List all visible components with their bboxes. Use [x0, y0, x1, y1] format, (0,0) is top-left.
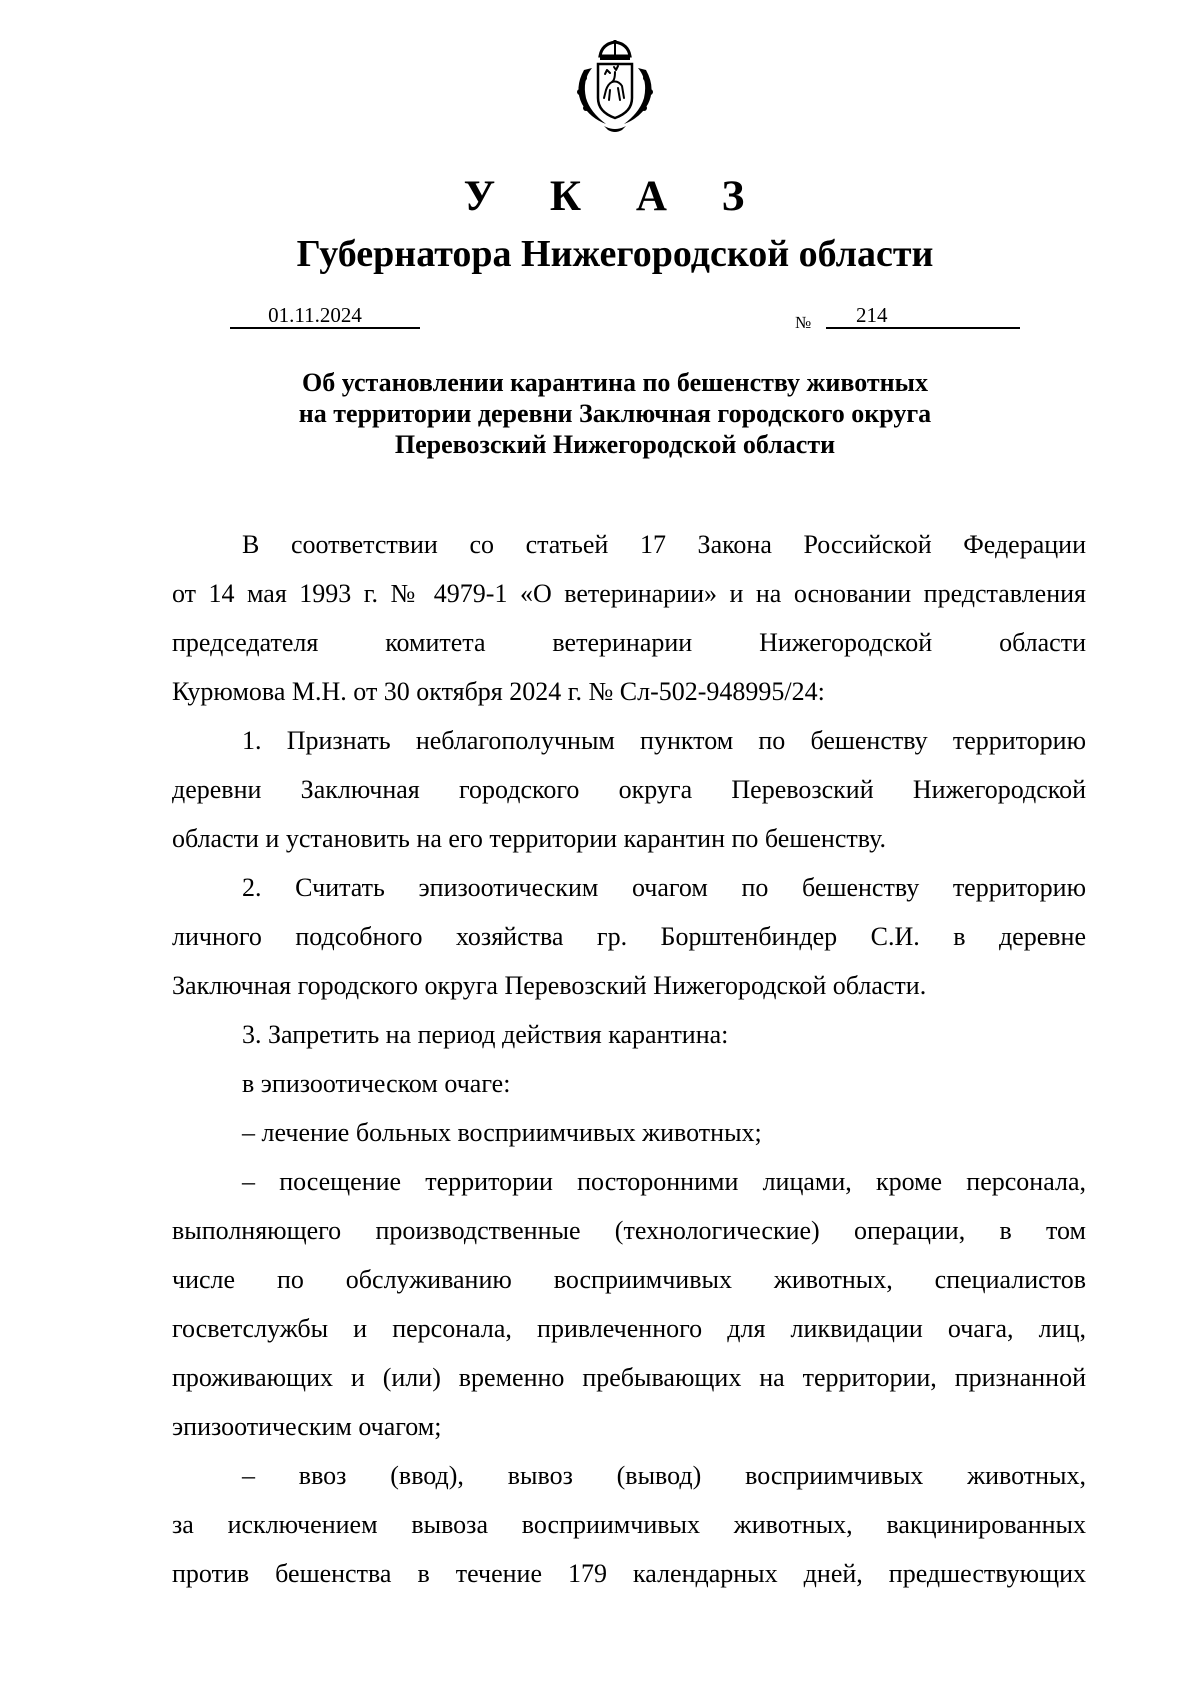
body-line: проживающих и (или) временно пребывающих на территории, признанной	[172, 1363, 1086, 1392]
body-line: 3. Запретить на период действия карантина:	[242, 1020, 729, 1049]
body-line: – посещение территории посторонними лицами, кроме персонала,	[242, 1167, 1086, 1196]
document-date: 01.11.2024	[268, 303, 362, 327]
title-line: Об установлении карантина по бешенству животных	[302, 368, 928, 397]
body-line: в эпизоотическом очаге:	[242, 1069, 511, 1098]
document-date-field	[230, 303, 420, 329]
body-line: В соответствии со статьей 17 Закона Российской Федерации	[242, 530, 1086, 559]
body-line: за исключением вывоза восприимчивых животных, вакцинированных	[172, 1510, 1086, 1539]
document-title	[0, 367, 1200, 460]
body-line: – лечение больных восприимчивых животных;	[242, 1118, 762, 1147]
body-line: 1. Признать неблагополучным пунктом по бешенству территорию	[242, 726, 1086, 755]
body-line: Заключная городского округа Перевозский Нижегородской области.	[172, 971, 927, 1000]
deer-icon	[604, 66, 624, 100]
document-number-field	[826, 303, 1020, 329]
body-line: деревни Заключная городского округа Перевозский Нижегородской	[172, 775, 1086, 804]
body-line: области и установить на его территории карантин по бешенству.	[172, 824, 887, 853]
title-line: Перевозский Нижегородской области	[394, 430, 836, 459]
crown-icon	[600, 40, 630, 60]
title-line: на территории деревни Заключная городского округа	[298, 399, 932, 428]
number-label: №	[795, 313, 812, 332]
body-line: 2. Считать эпизоотическим очагом по бешенству территорию	[242, 873, 1086, 902]
body-line: эпизоотическим очагом;	[172, 1412, 442, 1441]
body-line: – ввоз (ввод), вывоз (вывод) восприимчивых животных,	[242, 1461, 1086, 1490]
body-line: выполняющего производственные (технологические) операции, в том	[172, 1216, 1086, 1245]
body-line: госветслужбы и персонала, привлеченного для ликвидации очага, лиц,	[172, 1314, 1086, 1343]
body-line: от 14 мая 1993 г. № 4979-1 «О ветеринарии» и на основании представления	[172, 579, 1086, 608]
issuer-heading: Губернатора Нижегородской области	[296, 233, 934, 275]
document-number: 214	[856, 303, 888, 327]
document-body	[172, 520, 1086, 1598]
body-line: против бешенства в течение 179 календарных дней, предшествующих	[172, 1559, 1086, 1588]
document-type-heading: У К А З	[463, 173, 767, 220]
body-line: числе по обслуживанию восприимчивых животных, специалистов	[172, 1265, 1086, 1294]
coat-of-arms-emblem	[560, 40, 670, 140]
body-line: председателя комитета ветеринарии Нижегородской области	[172, 628, 1086, 657]
body-line: личного подсобного хозяйства гр. Борштенбиндер С.И. в деревне	[172, 922, 1086, 951]
body-line: Курюмова М.Н. от 30 октября 2024 г. № Сл-502-948995/24:	[172, 677, 825, 706]
